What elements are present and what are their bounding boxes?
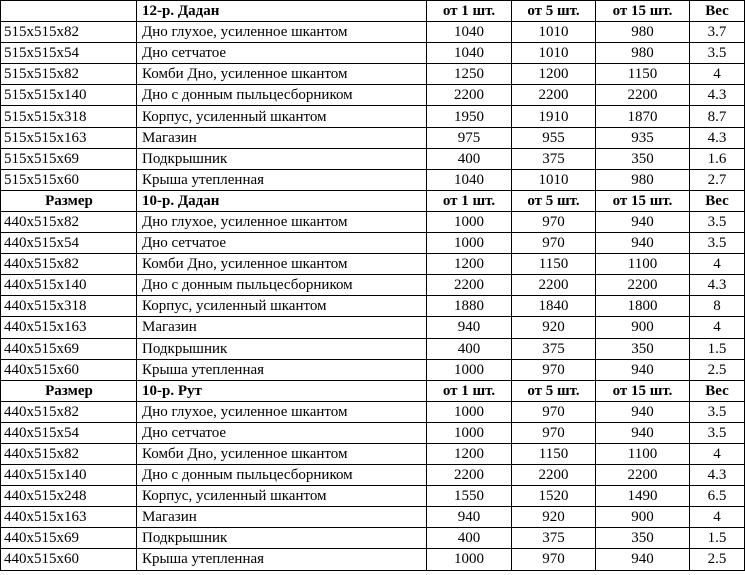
item-name-cell: Дно с донным пыльцесборником xyxy=(137,275,427,296)
size-cell: 440x515x140 xyxy=(1,465,137,486)
size-cell: 440x515x82 xyxy=(1,211,137,232)
weight-header: Вес xyxy=(690,1,745,22)
price-5-header: от 5 шт. xyxy=(512,190,596,211)
price-15-cell: 1100 xyxy=(596,443,690,464)
weight-cell: 3.5 xyxy=(690,43,745,64)
table-row xyxy=(1,275,745,296)
price-15-cell: 940 xyxy=(596,233,690,254)
item-name-cell: Подкрышник xyxy=(137,338,427,359)
price-5-cell: 1010 xyxy=(512,43,596,64)
price-15-cell: 940 xyxy=(596,211,690,232)
table-row xyxy=(1,359,745,380)
price-5-cell: 955 xyxy=(512,127,596,148)
price-5-header: от 5 шт. xyxy=(512,1,596,22)
size-cell: 440x515x82 xyxy=(1,254,137,275)
price-15-cell: 350 xyxy=(596,148,690,169)
section-header-row xyxy=(1,1,745,22)
price-15-cell: 1100 xyxy=(596,254,690,275)
section-title: 12-р. Дадан xyxy=(137,1,427,22)
price-5-header: от 5 шт. xyxy=(512,380,596,401)
price-5-cell: 920 xyxy=(512,507,596,528)
item-name-cell: Дно сетчатое xyxy=(137,43,427,64)
price-5-cell: 970 xyxy=(512,211,596,232)
item-name-cell: Комби Дно, усиленное шкантом xyxy=(137,443,427,464)
price-15-header: от 15 шт. xyxy=(596,1,690,22)
item-name-cell: Дно с донным пыльцесборником xyxy=(137,85,427,106)
price-1-cell: 400 xyxy=(427,338,512,359)
weight-cell: 2.7 xyxy=(690,169,745,190)
size-cell: 515x515x318 xyxy=(1,106,137,127)
table-row xyxy=(1,443,745,464)
size-cell: 440x515x318 xyxy=(1,296,137,317)
item-name-cell: Дно сетчатое xyxy=(137,422,427,443)
price-15-cell: 1870 xyxy=(596,106,690,127)
table-row xyxy=(1,64,745,85)
weight-cell: 2.5 xyxy=(690,549,745,570)
table-row xyxy=(1,549,745,570)
size-cell: 440x515x60 xyxy=(1,549,137,570)
item-name-cell: Дно сетчатое xyxy=(137,233,427,254)
item-name-cell: Дно глухое, усиленное шкантом xyxy=(137,22,427,43)
price-1-cell: 2200 xyxy=(427,275,512,296)
weight-cell: 4 xyxy=(690,507,745,528)
size-cell: 515x515x82 xyxy=(1,22,137,43)
size-cell: 440x515x140 xyxy=(1,275,137,296)
price-5-cell: 1010 xyxy=(512,169,596,190)
item-name-cell: Магазин xyxy=(137,127,427,148)
size-cell: 515x515x60 xyxy=(1,169,137,190)
table-row xyxy=(1,317,745,338)
price-1-cell: 1040 xyxy=(427,43,512,64)
weight-cell: 3.5 xyxy=(690,233,745,254)
price-5-cell: 1200 xyxy=(512,64,596,85)
weight-cell: 4 xyxy=(690,254,745,275)
weight-cell: 4.3 xyxy=(690,275,745,296)
price-5-cell: 970 xyxy=(512,549,596,570)
price-5-cell: 970 xyxy=(512,401,596,422)
section-title: 10-р. Рут xyxy=(137,380,427,401)
price-15-cell: 1150 xyxy=(596,64,690,85)
price-5-cell: 1010 xyxy=(512,22,596,43)
section-title: 10-р. Дадан xyxy=(137,190,427,211)
weight-cell: 4.3 xyxy=(690,85,745,106)
price-1-cell: 1040 xyxy=(427,22,512,43)
item-name-cell: Дно глухое, усиленное шкантом xyxy=(137,211,427,232)
price-1-cell: 1950 xyxy=(427,106,512,127)
size-cell: 515x515x140 xyxy=(1,85,137,106)
price-1-cell: 1000 xyxy=(427,359,512,380)
table-row xyxy=(1,296,745,317)
item-name-cell: Корпус, усиленный шкантом xyxy=(137,296,427,317)
price-1-cell: 1550 xyxy=(427,486,512,507)
price-15-cell: 900 xyxy=(596,507,690,528)
price-1-cell: 400 xyxy=(427,148,512,169)
price-1-cell: 2200 xyxy=(427,465,512,486)
size-cell: 515x515x69 xyxy=(1,148,137,169)
weight-cell: 1.6 xyxy=(690,148,745,169)
weight-cell: 8 xyxy=(690,296,745,317)
price-15-cell: 2200 xyxy=(596,85,690,106)
price-1-cell: 940 xyxy=(427,317,512,338)
weight-cell: 3.5 xyxy=(690,401,745,422)
item-name-cell: Подкрышник xyxy=(137,528,427,549)
table-row xyxy=(1,507,745,528)
price-5-cell: 1840 xyxy=(512,296,596,317)
price-1-header: от 1 шт. xyxy=(427,1,512,22)
section-header-row xyxy=(1,380,745,401)
size-header: Размер xyxy=(1,380,137,401)
item-name-cell: Магазин xyxy=(137,317,427,338)
price-5-cell: 970 xyxy=(512,359,596,380)
price-5-cell: 1520 xyxy=(512,486,596,507)
price-5-cell: 2200 xyxy=(512,85,596,106)
price-15-cell: 980 xyxy=(596,43,690,64)
section-header-row xyxy=(1,190,745,211)
item-name-cell: Крыша утепленная xyxy=(137,549,427,570)
item-name-cell: Комби Дно, усиленное шкантом xyxy=(137,64,427,85)
price-1-cell: 1000 xyxy=(427,233,512,254)
size-header xyxy=(1,1,137,22)
price-15-cell: 2200 xyxy=(596,465,690,486)
table-row xyxy=(1,465,745,486)
price-5-cell: 1910 xyxy=(512,106,596,127)
table-row xyxy=(1,85,745,106)
price-15-cell: 1800 xyxy=(596,296,690,317)
price-15-cell: 2200 xyxy=(596,275,690,296)
weight-cell: 2.5 xyxy=(690,359,745,380)
price-5-cell: 1150 xyxy=(512,443,596,464)
price-5-cell: 1150 xyxy=(512,254,596,275)
price-15-cell: 935 xyxy=(596,127,690,148)
price-1-cell: 1000 xyxy=(427,549,512,570)
item-name-cell: Крыша утепленная xyxy=(137,169,427,190)
size-cell: 515x515x54 xyxy=(1,43,137,64)
item-name-cell: Дно глухое, усиленное шкантом xyxy=(137,401,427,422)
size-cell: 515x515x82 xyxy=(1,64,137,85)
size-cell: 440x515x69 xyxy=(1,338,137,359)
table-row xyxy=(1,401,745,422)
price-15-cell: 940 xyxy=(596,401,690,422)
table-row xyxy=(1,528,745,549)
price-5-cell: 970 xyxy=(512,233,596,254)
table-row xyxy=(1,106,745,127)
price-5-cell: 2200 xyxy=(512,275,596,296)
price-1-cell: 1880 xyxy=(427,296,512,317)
table-row xyxy=(1,43,745,64)
price-1-cell: 2200 xyxy=(427,85,512,106)
weight-cell: 4 xyxy=(690,443,745,464)
weight-cell: 4 xyxy=(690,317,745,338)
price-15-cell: 940 xyxy=(596,549,690,570)
table-row xyxy=(1,486,745,507)
item-name-cell: Корпус, усиленный шкантом xyxy=(137,106,427,127)
price-table-body xyxy=(1,1,745,571)
weight-cell: 6.5 xyxy=(690,486,745,507)
price-15-cell: 350 xyxy=(596,528,690,549)
price-1-header: от 1 шт. xyxy=(427,380,512,401)
price-5-cell: 375 xyxy=(512,338,596,359)
weight-header: Вес xyxy=(690,190,745,211)
price-1-cell: 1200 xyxy=(427,254,512,275)
price-15-cell: 980 xyxy=(596,22,690,43)
table-row xyxy=(1,254,745,275)
weight-cell: 3.5 xyxy=(690,422,745,443)
table-row xyxy=(1,22,745,43)
size-header: Размер xyxy=(1,190,137,211)
weight-cell: 3.7 xyxy=(690,22,745,43)
price-5-cell: 375 xyxy=(512,148,596,169)
item-name-cell: Магазин xyxy=(137,507,427,528)
weight-cell: 4 xyxy=(690,64,745,85)
weight-cell: 3.5 xyxy=(690,211,745,232)
table-row xyxy=(1,169,745,190)
price-15-cell: 1490 xyxy=(596,486,690,507)
price-1-cell: 1000 xyxy=(427,401,512,422)
size-cell: 440x515x82 xyxy=(1,401,137,422)
price-5-cell: 375 xyxy=(512,528,596,549)
price-15-header: от 15 шт. xyxy=(596,190,690,211)
table-row xyxy=(1,148,745,169)
weight-cell: 1.5 xyxy=(690,528,745,549)
weight-cell: 4.3 xyxy=(690,465,745,486)
price-15-cell: 940 xyxy=(596,422,690,443)
table-row xyxy=(1,233,745,254)
size-cell: 440x515x54 xyxy=(1,422,137,443)
price-1-header: от 1 шт. xyxy=(427,190,512,211)
weight-cell: 4.3 xyxy=(690,127,745,148)
size-cell: 440x515x248 xyxy=(1,486,137,507)
table-row xyxy=(1,127,745,148)
size-cell: 515x515x163 xyxy=(1,127,137,148)
size-cell: 440x515x60 xyxy=(1,359,137,380)
item-name-cell: Подкрышник xyxy=(137,148,427,169)
price-1-cell: 975 xyxy=(427,127,512,148)
price-1-cell: 1200 xyxy=(427,443,512,464)
item-name-cell: Крыша утепленная xyxy=(137,359,427,380)
weight-cell: 8.7 xyxy=(690,106,745,127)
price-1-cell: 940 xyxy=(427,507,512,528)
price-5-cell: 920 xyxy=(512,317,596,338)
price-1-cell: 1250 xyxy=(427,64,512,85)
table-row xyxy=(1,211,745,232)
price-5-cell: 2200 xyxy=(512,465,596,486)
price-1-cell: 400 xyxy=(427,528,512,549)
size-cell: 440x515x54 xyxy=(1,233,137,254)
price-1-cell: 1040 xyxy=(427,169,512,190)
price-15-cell: 900 xyxy=(596,317,690,338)
price-5-cell: 970 xyxy=(512,422,596,443)
price-15-cell: 980 xyxy=(596,169,690,190)
price-15-header: от 15 шт. xyxy=(596,380,690,401)
weight-cell: 1.5 xyxy=(690,338,745,359)
table-row xyxy=(1,422,745,443)
weight-header: Вес xyxy=(690,380,745,401)
item-name-cell: Комби Дно, усиленное шкантом xyxy=(137,254,427,275)
size-cell: 440x515x163 xyxy=(1,317,137,338)
price-15-cell: 350 xyxy=(596,338,690,359)
price-1-cell: 1000 xyxy=(427,422,512,443)
item-name-cell: Корпус, усиленный шкантом xyxy=(137,486,427,507)
size-cell: 440x515x163 xyxy=(1,507,137,528)
size-cell: 440x515x82 xyxy=(1,443,137,464)
item-name-cell: Дно с донным пыльцесборником xyxy=(137,465,427,486)
size-cell: 440x515x69 xyxy=(1,528,137,549)
price-1-cell: 1000 xyxy=(427,211,512,232)
table-row xyxy=(1,338,745,359)
price-15-cell: 940 xyxy=(596,359,690,380)
